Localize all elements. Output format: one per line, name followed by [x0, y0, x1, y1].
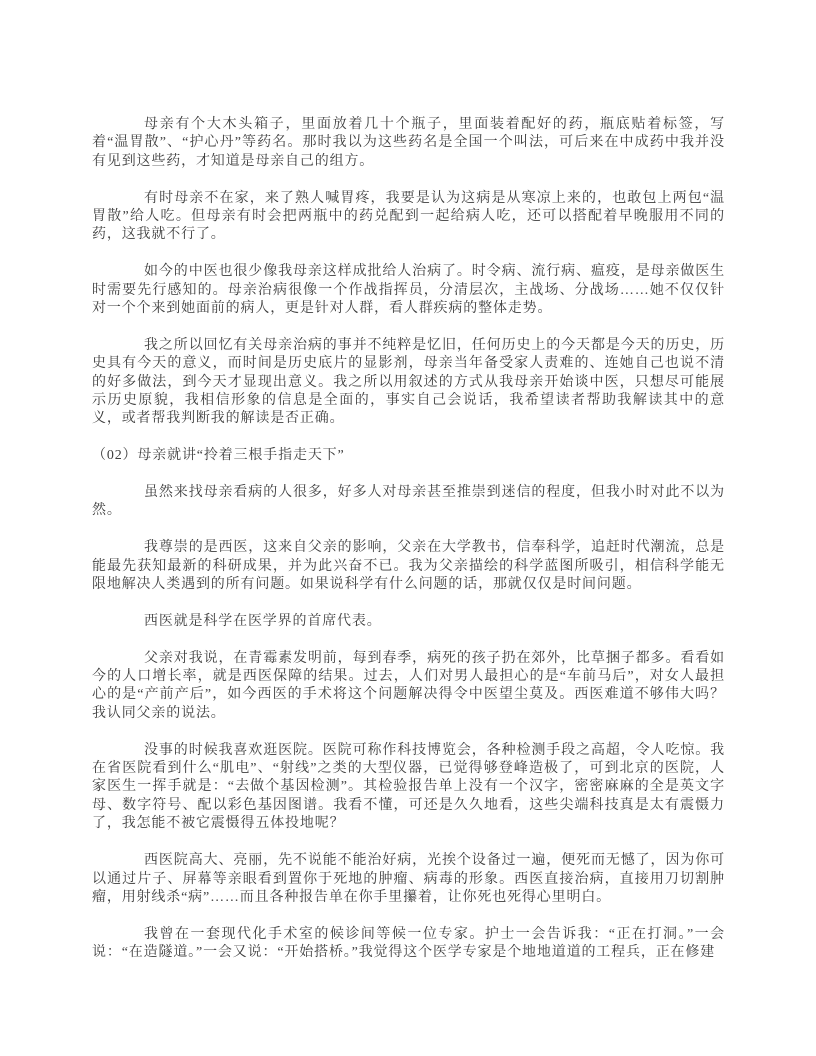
paragraph: 我之所以回忆有关母亲治病的事并不纯粹是忆旧，任何历史上的今天都是今天的历史，历史具有今天的意义，而时间是历史底片的显影剂，母亲当年备受家人责难的、连她自己也说不清的好多做法，到今天才显现出意义。我之所以用叙述的方式从我母亲开始谈中医，只想尽可能展示历史原貌，我相信形象的信息是全面的，事实自己会说话，我希望读者帮助我解读其中的意义，或者帮我判断我的解读是否正确。 [92, 337, 725, 427]
paragraph: 西医就是科学在医学界的首席代表。 [144, 613, 382, 629]
paragraph: 有时母亲不在家，来了熟人喊胃疼，我要是认为这病是从寒凉上来的，也敢包上两包“温胃散”给人吃。但母亲有时会把两瓶中的药兑配到一起给病人吃，还可以搭配着早晚服用不同的药，这我就不行了。 [92, 190, 725, 243]
paragraph: 我曾在一套现代化手术室的候诊间等候一位专家。护士一会告诉我：“正在打洞。”一会说：“在造隧道。”一会又说：“开始搭桥。”我觉得这个医学专家是个地地道道的工程兵，正在修建 [92, 926, 725, 961]
paragraph: 虽然来找母亲看病的人很多，好多人对母亲甚至推崇到迷信的程度，但我小时对此不以为然。 [92, 485, 725, 519]
paragraph: 如今的中医也很少像我母亲这样成批给人治病了。时令病、流行病、瘟疫，是母亲做医生时需要先行感知的。母亲治病很像一个作战指挥员，分清层次，主战场、分战场……她不仅仅针对一个个来到她面前的病人，更是针对人群，看人群疾病的整体走势。 [92, 264, 725, 317]
section-heading: （02）母亲就讲“拎着三根手指走天下” [92, 448, 345, 464]
paragraph: 没事的时候我喜欢逛医院。医院可称作科技博览会，各种检测手段之高超，令人吃惊。我在省医院看到什么“肌电”、“射线”之类的大型仪器，已觉得够登峰造极了，可到北京的医院，人家医生一挥手就是：“去做个基因检测”。其检验报告单上没有一个汉字，密密麻麻的全是英文字母、数字符号、配以彩色基因图谱。我看不懂，可还是久久地看，这些尖端科技真是太有震慑力了，我怎能不被它震慑得五体投地呢？ [92, 742, 725, 832]
paragraph: 父亲对我说，在青霉素发明前，每到春季，病死的孩子扔在郊外，比草捆子都多。看看如今的人口增长率，就是西医保障的结果。过去，人们对男人最担心的是“车前马后”，对女人最担心的是“产前产后”，如今西医的手术将这个问题解决得令中医望尘莫及。西医难道不够伟大吗？我认同父亲的说法。 [92, 650, 725, 721]
paragraph: 我尊崇的是西医，这来自父亲的影响，父亲在大学教书，信奉科学，追赶时代潮流，总是能最先获知最新的科研成果，并为此兴奋不已。我为父亲描绘的科学蓝图所吸引，相信科学能无限地解决人类遇到的所有问题。如果说科学有什么问题的话，那就仅仅是时间问题。 [92, 540, 725, 593]
paragraph: 母亲有个大木头箱子，里面放着几十个瓶子，里面装着配好的药，瓶底贴着标签，写着“温胃散”、“护心丹”等药名。那时我以为这些药名是全国一个叫法，可后来在中成药中我并没有见到这些药，才知道是母亲自己的组方。 [92, 117, 725, 169]
paragraph: 西医院高大、亮丽，先不说能不能治好病，光挨个设备过一遍，便死而无憾了，因为你可以通过片子、屏幕等亲眼看到置你于死地的肿瘤、病毒的形象。西医直接治病，直接用刀切割肿瘤，用射线杀“病”……而且各种报告单在你手里攥着，让你死也死得心里明白。 [92, 853, 725, 905]
